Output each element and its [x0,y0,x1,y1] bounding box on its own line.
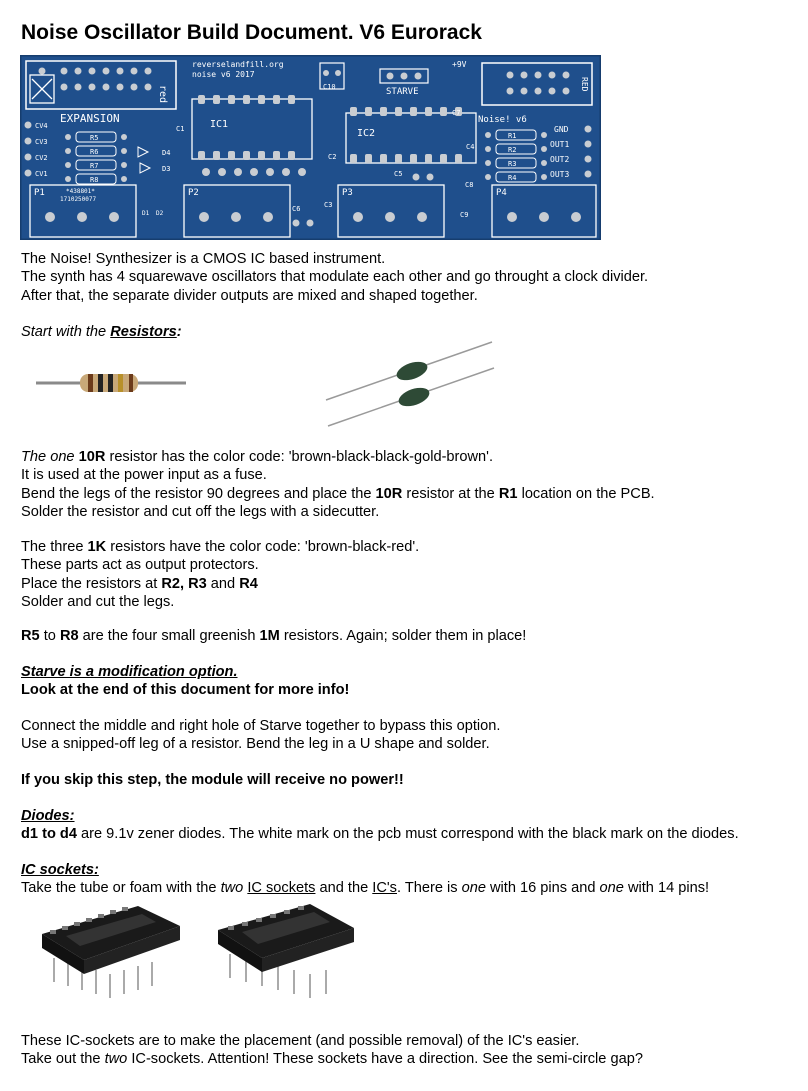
starve-instructions: Connect the middle and right hole of Starve together to bypass this option. Use a snipped-off leg of a resistor. Bend the leg in a U shape and solder. [21,718,501,753]
pcb-label-r8: R8 [90,176,99,184]
pcb-label-d4: D4 [162,149,171,157]
pcb-label-d3: D3 [162,165,171,173]
pcb-label-expansion: EXPANSION [60,112,120,125]
pcb-label-c2: C2 [328,153,337,161]
resistors-heading: Start with the Resistors: [21,324,182,340]
ic-socket-16-photo [38,900,184,1004]
pcb-label-c3: C3 [324,201,333,209]
resistor-10r-paragraph: The one 10R resistor has the color code: 'brown-black-black-gold-brown'. It is used at the power input as a fuse. Bend the legs of the resistor 90 degrees and place the 10R resistor at the R1 location on the PCB. Solder the resistor and cut off the legs with a sidecutter. [21,449,655,520]
pcb-batch-2: 1710250077 [60,196,97,203]
ic-sockets-heading: IC sockets: [21,862,99,878]
pcb-label-r5: R5 [90,134,99,142]
diodes-text: d1 to d4 are 9.1v zener diodes. The white mark on the pcb must correspond with the black mark on the diodes. [21,826,739,842]
pcb-site: reverselandfill.org [192,60,284,69]
ic-sockets-footer: These IC-sockets are to make the placement (and possible removal) of the IC's easier. Take out the two IC-sockets. Attention! These sockets have a direction. See the semi-circle gap? [21,1033,643,1068]
pcb-brand: Noise! v6 [478,115,527,125]
pcb-label-r1: R1 [508,132,517,140]
pcb-label-plus9v: +9V [452,60,467,69]
pcb-label-r3: R3 [508,160,517,168]
pcb-label-p4: P4 [496,188,507,198]
pcb-label-c8: C8 [465,181,474,189]
pcb-label-out3: OUT3 [550,170,570,179]
pcb-label-d1: D1 [142,210,150,217]
pcb-batch-1: *438801* [66,188,95,195]
pcb-label-p3: P3 [342,188,353,198]
ic-socket-14-photo [214,900,358,1006]
pcb-label-r6: R6 [90,148,99,156]
pcb-version: noise v6 2017 [192,70,255,79]
pcb-label-c5: C5 [394,170,403,178]
pcb-image [20,55,601,240]
resistor-1m-paragraph: R5 to R8 are the four small greenish 1M resistors. Again; solder them in place! [21,628,527,644]
starve-heading: Starve is a modification option. [21,664,238,680]
intro-paragraph: The Noise! Synthesizer is a CMOS IC based instrument. The synth has 4 squarewave oscillators that modulate each other and go throught a clock divider. After that, the separate divider outputs are mixed and shaped together. [21,251,649,304]
resistor-photo-beige [34,362,188,402]
power-warning: If you skip this step, the module will receive no power!! [21,772,404,788]
pcb-label-c6: C6 [292,205,301,213]
pcb-label-cv2: CV2 [35,154,48,162]
pcb-label-c1: C1 [176,125,185,133]
pcb-label-red-right: RED [580,77,589,92]
pcb-label-r4: R4 [508,174,517,182]
pcb-label-d2: D2 [156,210,164,217]
page-title: Noise Oscillator Build Document. V6 Eurorack [21,21,482,44]
pcb-label-c7: C7 [452,109,461,117]
pcb-label-out2: OUT2 [550,155,570,164]
pcb-label-c4: C4 [466,143,475,151]
pcb-label-p2: P2 [188,188,199,198]
pcb-label-cv3: CV3 [35,138,48,146]
resistor-1k-paragraph: The three 1K resistors have the color code: 'brown-black-red'. These parts act as output protectors. Place the resistors at R2, R3 and R4 Solder and cut the legs. [21,539,420,610]
diodes-heading: Diodes: [21,808,75,824]
starve-subheading: Look at the end of this document for more info! [21,682,350,698]
pcb-label-r2: R2 [508,146,517,154]
pcb-label-p1: P1 [34,188,45,198]
pcb-label-gnd: GND [554,125,569,134]
pcb-label-cv4: CV4 [35,122,48,130]
pcb-label-out1: OUT1 [550,140,570,149]
pcb-label-c10: C10 [323,83,336,91]
ic-sockets-text: Take the tube or foam with the two IC sockets and the IC's. There is one with 16 pins and one with 14 pins! [21,880,710,896]
pcb-label-ic2: IC2 [357,128,376,139]
pcb-label-ic1: IC1 [210,119,229,130]
pcb-label-cv1: CV1 [35,170,48,178]
resistor-photo-green [324,338,496,430]
pcb-label-c9: C9 [460,211,469,219]
pcb-label-red-left: red [157,85,168,104]
pcb-label-r7: R7 [90,162,99,170]
pcb-label-starve: STARVE [386,87,419,97]
